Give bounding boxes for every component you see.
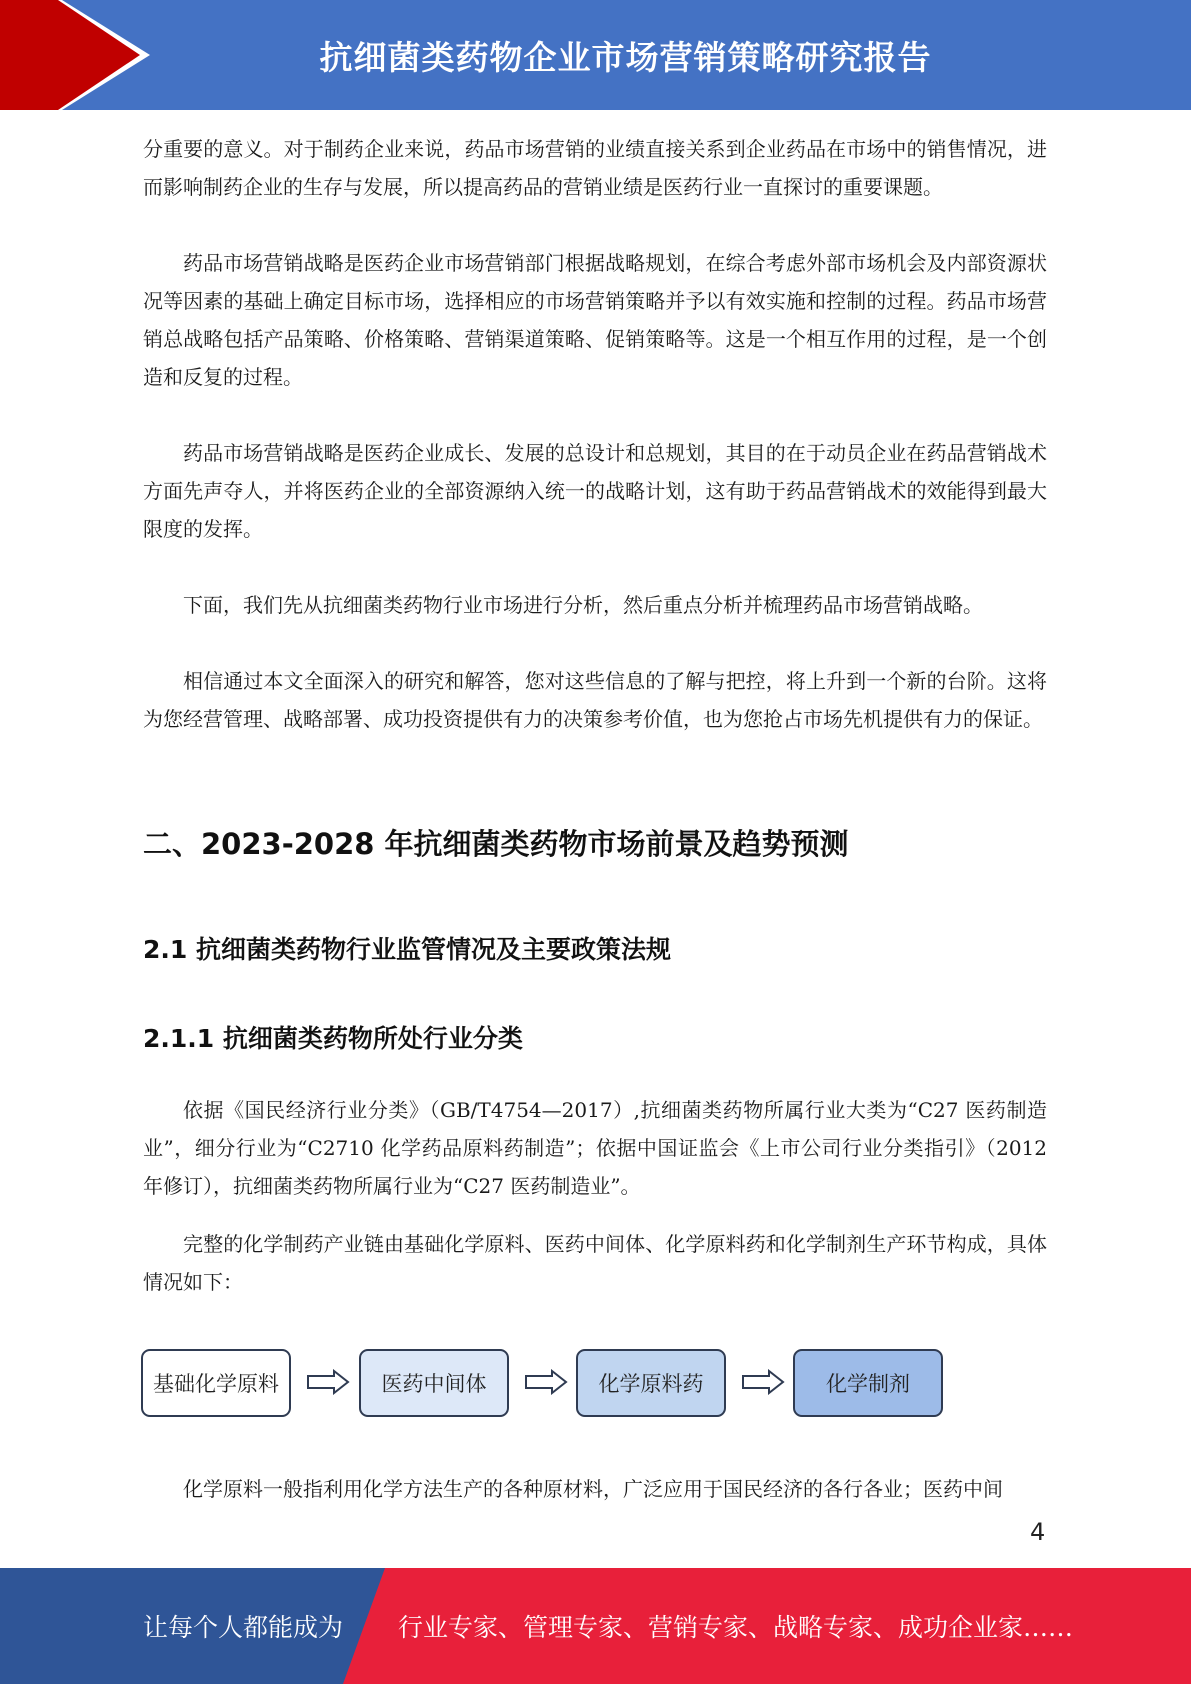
footer-banner: [0, 1568, 1191, 1684]
body-content: [143, 130, 1047, 738]
paragraph-bottom: 化学原料一般指利用化学方法生产的各种原材料，广泛应用于国民经济的各行各业；医药中间: [183, 1477, 1003, 1501]
arrow-right-icon: [306, 1369, 350, 1395]
industry-chain-diagram: [141, 1349, 1061, 1419]
chevron-decoration-icon: [0, 0, 160, 110]
bottom-content: [143, 1470, 1047, 1508]
node-pharma-intermediates: 医药中间体: [359, 1349, 509, 1417]
arrow-right-icon: [741, 1369, 785, 1395]
paragraph-1: 分重要的意义。对于制药企业来说，药品市场营销的业绩直接关系到企业药品在市场中的销售情况，进而影响制药企业的生存与发展，所以提高药品的营销业绩是医药行业一直探讨的重要课题。: [143, 137, 1047, 199]
classification-content: [143, 1091, 1047, 1301]
paragraph-3: 药品市场营销战略是医药企业成长、发展的总设计和总规划，其目的在于动员企业在药品营销战术方面先声夺人，并将医药企业的全部资源纳入统一的战略计划，这有助于药品营销战术的效能得到最大限度的发挥。: [143, 441, 1047, 541]
report-title: 抗细菌类药物企业市场营销策略研究报告: [319, 37, 932, 77]
node-basic-chemical-materials: 基础化学原料: [141, 1349, 291, 1417]
paragraph-4: 下面，我们先从抗细菌类药物行业市场进行分析，然后重点分析并梳理药品市场营销战略。: [183, 593, 983, 617]
industry-chain-paragraph: 完整的化学制药产业链由基础化学原料、医药中间体、化学原料药和化学制剂生产环节构成，具体情况如下：: [143, 1232, 1047, 1294]
subsubsection-heading: 2.1.1 抗细菌类药物所处行业分类: [143, 1024, 523, 1053]
header-banner: [0, 0, 1191, 110]
paragraph-5: 相信通过本文全面深入的研究和解答，您对这些信息的了解与把控，将上升到一个新的台阶。这将为您经营管理、战略部署、成功投资提供有力的决策参考价值，也为您抢占市场先机提供有力的保证。: [143, 669, 1047, 731]
paragraph-2: 药品市场营销战略是医药企业市场营销部门根据战略规划，在综合考虑外部市场机会及内部资源状况等因素的基础上确定目标市场，选择相应的市场营销策略并予以有效实施和控制的过程。药品市场营销总战略包括产品策略、价格策略、营销渠道策略、促销策略等。这是一个相互作用的过程，是一个创造和反复的过程。: [143, 251, 1047, 389]
subsection-heading: 2.1 抗细菌类药物行业监管情况及主要政策法规: [143, 935, 671, 964]
page-number: 4: [1030, 1518, 1046, 1546]
arrow-right-icon: [524, 1369, 568, 1395]
classification-paragraph: 依据《国民经济行业分类》（GB/T4754—2017）,抗细菌类药物所属行业大类为“C27 医药制造业”，细分行业为“C2710 化学药品原料药制造”；依据中国证监会《上市公司行业分类指引》（2012 年修订），抗细菌类药物所属行业为“C27 医药制造业”。: [143, 1098, 1047, 1198]
node-chemical-api: 化学原料药: [576, 1349, 726, 1417]
footer-slogan-left: 让每个人都能成为: [143, 1613, 344, 1642]
node-chemical-preparations: 化学制剂: [793, 1349, 943, 1417]
section-heading: 二、2023-2028 年抗细菌类药物市场前景及趋势预测: [143, 827, 849, 861]
footer-slogan-right: 行业专家、管理专家、营销专家、战略专家、成功企业家……: [398, 1613, 1074, 1642]
